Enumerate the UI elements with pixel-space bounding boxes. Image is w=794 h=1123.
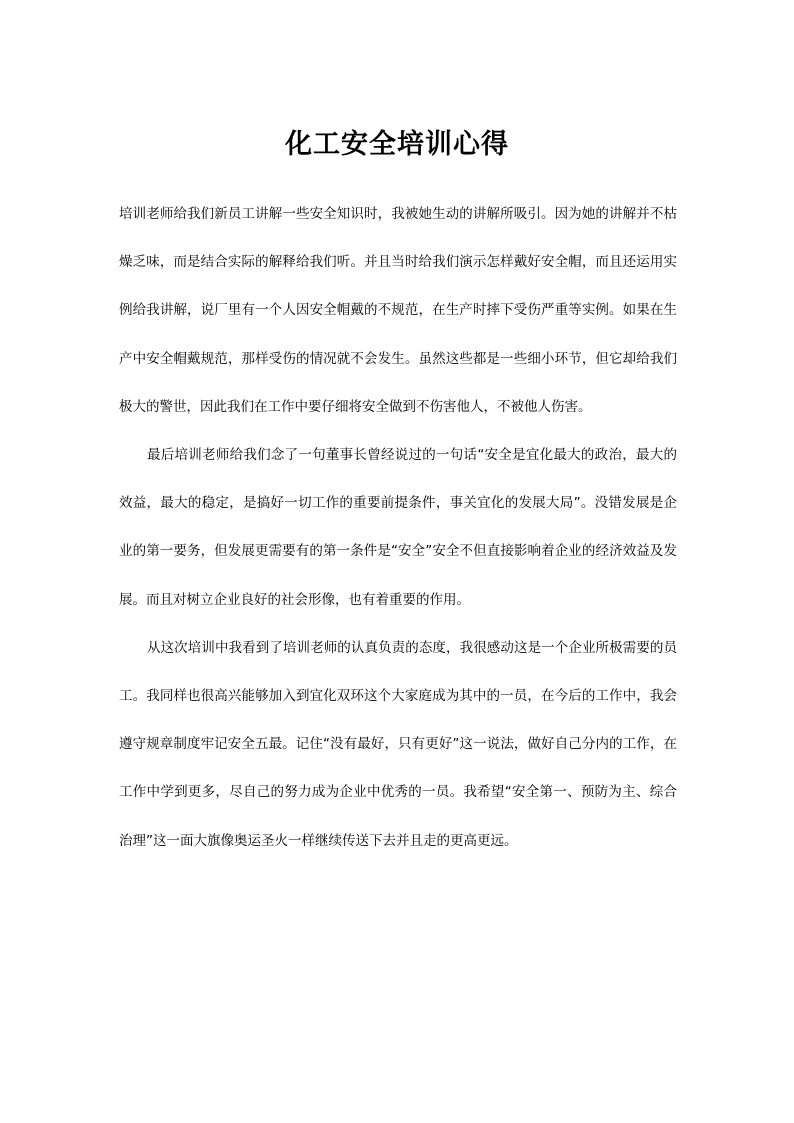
paragraph-1: 培训老师给我们新员工讲解一些安全知识时，我被她生动的讲解所吸引。因为她的讲解并不枯燥乏味，而是结合实际的解释给我们听。并且当时给我们演示怎样戴好安全帽，而且还运用实例给我讲解，说厂里有一个人因安全帽戴的不规范，在生产时摔下受伤严重等实例。如果在生产中安全帽戴规范，那样受伤的情况就不会发生。虽然这些都是一些细小环节，但它却给我们极大的警世，因此我们在工作中要仔细将安全做到不伤害他人，不被他人伤害。: [119, 206, 677, 415]
paragraph-3: 从这次培训中我看到了培训老师的认真负责的态度，我很感动这是一个企业所极需要的员工。我同样也很高兴能够加入到宜化双环这个大家庭成为其中的一员，在今后的工作中，我会遵守规章制度牢记安全五最。记住“没有最好，只有更好”这一说法，做好自己分内的工作，在工作中学到更多，尽自己的努力成为企业中优秀的一员。我希望“安全第一、预防为主、综合治理”这一面大旗像奥运圣火一样继续传送下去并且走的更高更远。: [119, 639, 677, 849]
document-title: 化工安全培训心得: [285, 129, 509, 160]
paragraph-2: 最后培训老师给我们念了一句董事长曾经说过的一句话“安全是宜化最大的政治，最大的效益，最大的稳定，是搞好一切工作的重要前提条件，事关宜化的发展大局”。没错发展是企业的第一要务，但发展更需要有的第一条件是“安全”安全不但直接影响着企业的经济效益及发展。而且对树立企业良好的社会形像，也有着重要的作用。: [119, 447, 677, 608]
document-body: [119, 190, 677, 865]
